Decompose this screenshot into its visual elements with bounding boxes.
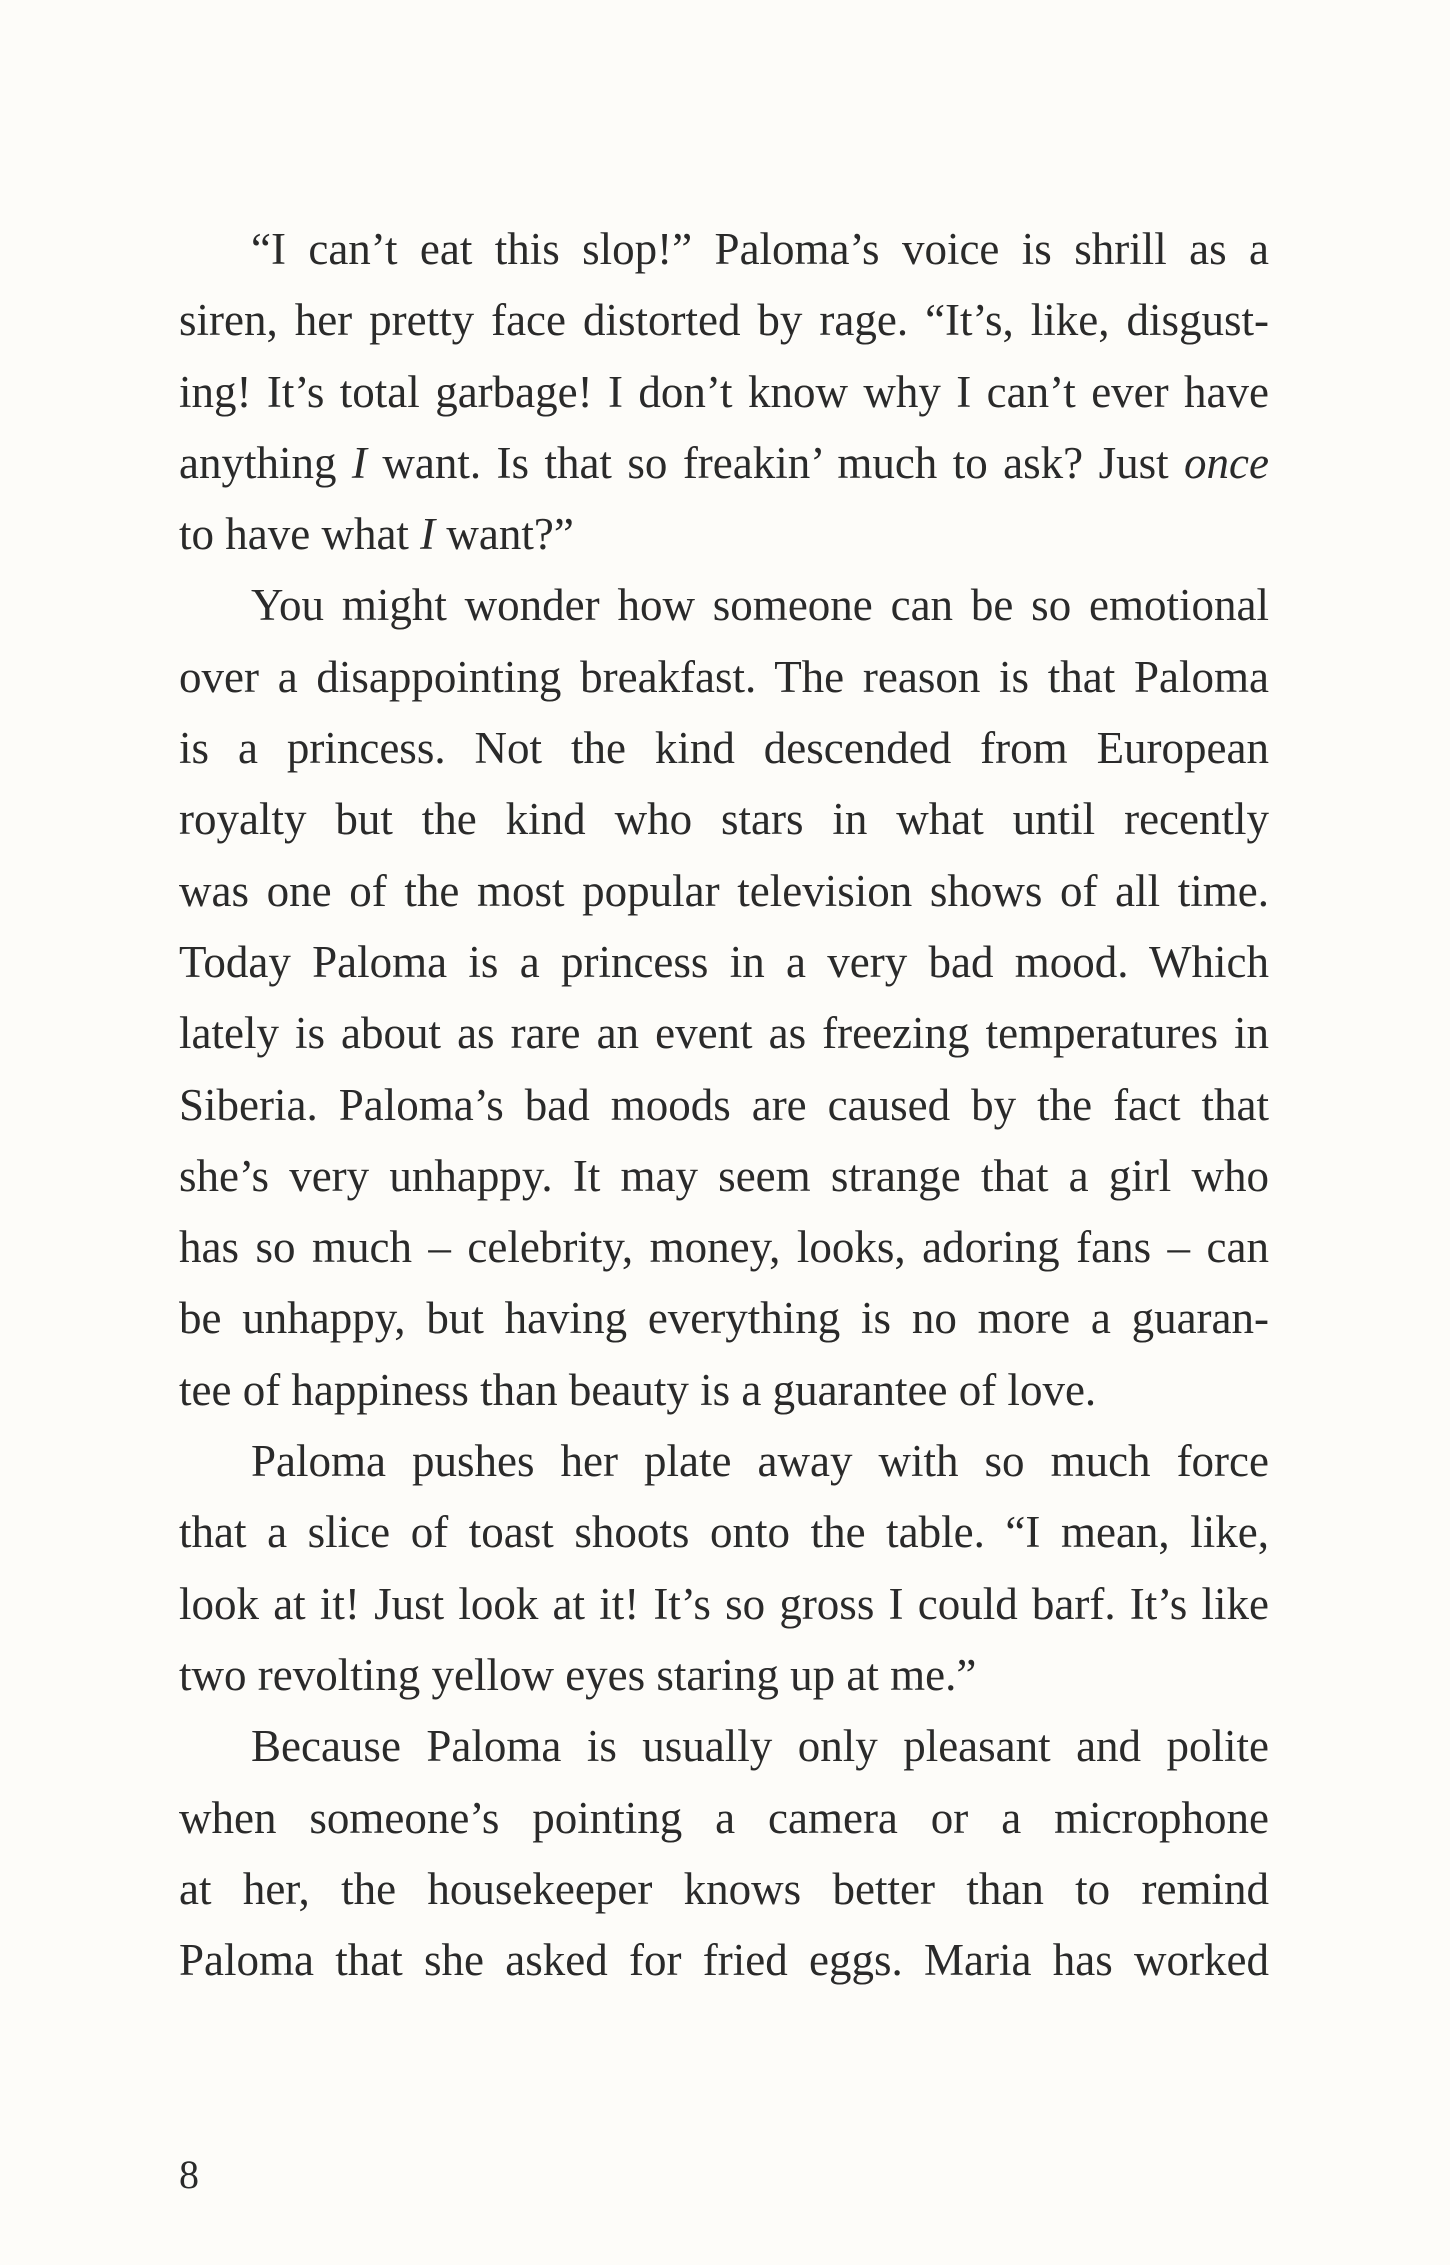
body-text	[179, 214, 1269, 1996]
text-line: at her, the housekeeper knows better than to remind	[179, 1863, 1269, 1914]
italic-word: I	[351, 437, 367, 488]
text-line: that a slice of toast shoots onto the table. “I mean, like,	[179, 1507, 1269, 1558]
text-line: was one of the most popular television shows of all time.	[179, 865, 1269, 916]
text-line: lately is about as rare an event as freezing temperatures in	[179, 1008, 1269, 1059]
text-line: tee of happiness than beauty is a guarantee of love.	[179, 1364, 1097, 1415]
text-line: royalty but the kind who stars in what until recently	[179, 794, 1269, 845]
text-line: Paloma that she asked for fried eggs. Maria has worked	[179, 1935, 1269, 1986]
text-line	[179, 428, 1269, 499]
text-line: be unhappy, but having everything is no more a guaran-	[179, 1293, 1269, 1344]
text-run: anything	[179, 437, 352, 488]
text-line: ing! It’s total garbage! I don’t know why I can’t ever have	[179, 366, 1269, 417]
text-line: two revolting yellow eyes staring up at me.”	[179, 1649, 977, 1700]
text-line: look at it! Just look at it! It’s so gross I could barf. It’s like	[179, 1578, 1269, 1629]
text-line: Siberia. Paloma’s bad moods are caused by the fact that	[179, 1079, 1269, 1130]
page-number: 8	[179, 2152, 199, 2197]
text-line: she’s very unhappy. It may seem strange that a girl who	[179, 1150, 1269, 1201]
text-line: Paloma pushes her plate away with so much force	[251, 1436, 1269, 1487]
text-line: is a princess. Not the kind descended from European	[179, 723, 1269, 774]
text-line: Today Paloma is a princess in a very bad mood. Which	[179, 936, 1269, 987]
text-line	[179, 499, 1269, 570]
text-line: over a disappointing breakfast. The reason is that Paloma	[179, 651, 1269, 702]
text-run: to have what	[179, 509, 421, 560]
text-line: when someone’s pointing a camera or a microphone	[179, 1792, 1269, 1843]
text-line: has so much – celebrity, money, looks, adoring fans – can	[179, 1222, 1269, 1273]
italic-word: once	[1184, 437, 1269, 488]
text-line: siren, her pretty face distorted by rage. “It’s, like, disgust-	[179, 295, 1269, 346]
text-run: want?”	[435, 509, 574, 560]
text-line: You might wonder how someone can be so emotional	[251, 580, 1269, 631]
text-line: “I can’t eat this slop!” Paloma’s voice is shrill as a	[251, 224, 1269, 274]
italic-word: I	[420, 509, 436, 560]
text-line: Because Paloma is usually only pleasant and polite	[251, 1721, 1269, 1772]
text-run: want. Is that so freakin’ much to ask? Just	[366, 437, 1185, 488]
